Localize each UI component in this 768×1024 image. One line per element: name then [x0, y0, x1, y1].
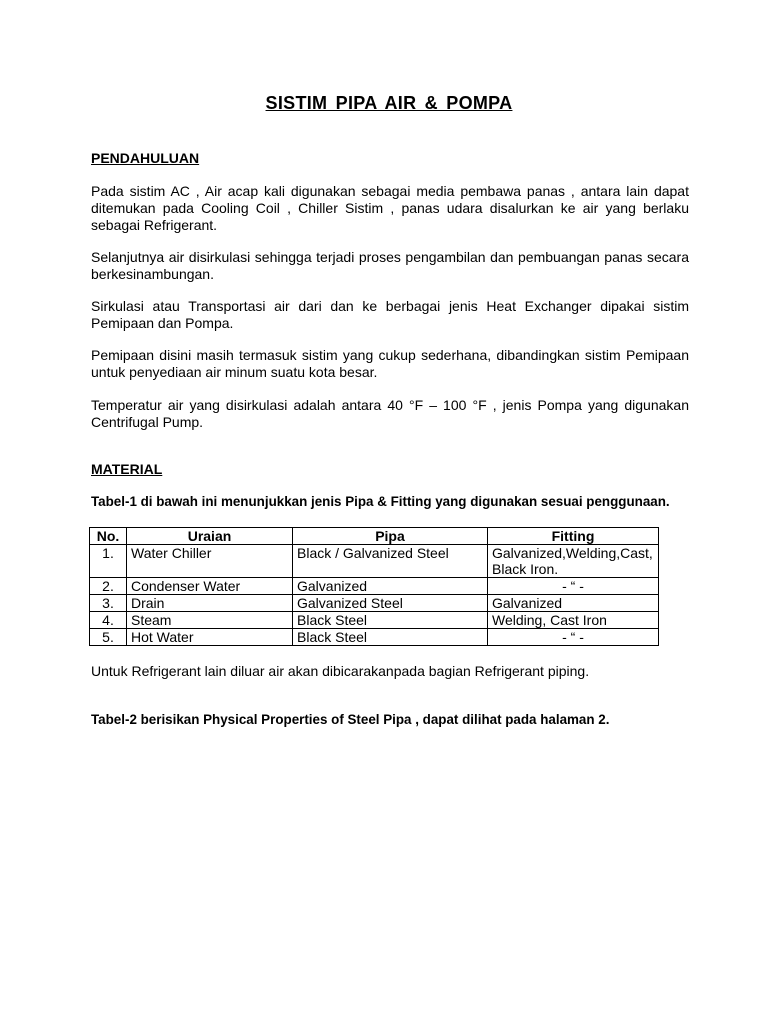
paragraph-1: Pada sistim AC , Air acap kali digunakan sebagai media pembawa panas , antara lain dapat ditemukan pada Cooling Coil , Chiller Sistim , panas udara disalurkan ke air yang berlaku sebagai Refrigerant. — [91, 183, 689, 233]
paragraph-5: Temperatur air yang disirkulasi adalah antara 40 °F – 100 °F , jenis Pompa yang digunakan Centrifugal Pump. — [91, 397, 689, 430]
table-row — [90, 629, 659, 646]
cell-fitting: Galvanized — [488, 595, 659, 612]
header-uraian: Uraian — [127, 528, 293, 545]
cell-pipa: Black Steel — [293, 612, 488, 629]
cell-fitting: - “ - — [488, 578, 659, 595]
cell-no: 5. — [90, 629, 127, 646]
table2-note: Tabel-2 berisikan Physical Properties of Steel Pipa , dapat dilihat pada halaman 2. — [91, 712, 610, 727]
table-row — [90, 595, 659, 612]
cell-uraian: Drain — [127, 595, 293, 612]
document-title: SISTIM PIPA AIR & POMPA — [265, 93, 513, 113]
cell-fitting: - “ - — [488, 629, 659, 646]
table1-caption: Tabel-1 di bawah ini menunjukkan jenis Pipa & Fitting yang digunakan sesuai penggunaan. — [91, 494, 670, 509]
section-heading-pendahuluan: PENDAHULUAN — [91, 150, 200, 166]
cell-uraian: Hot Water — [127, 629, 293, 646]
cell-pipa: Black Steel — [293, 629, 488, 646]
section-heading-material: MATERIAL — [91, 461, 163, 477]
refrigerant-note: Untuk Refrigerant lain diluar air akan dibicarakanpada bagian Refrigerant piping. — [91, 663, 590, 679]
paragraph-4: Pemipaan disini masih termasuk sistim yang cukup sederhana, dibandingkan sistim Pemipaan untuk penyediaan air minum suatu kota besar. — [91, 347, 689, 380]
cell-no: 2. — [90, 578, 127, 595]
header-no: No. — [90, 528, 127, 545]
cell-fitting: Galvanized,Welding,Cast, Black Iron. — [488, 545, 659, 578]
paragraph-3: Sirkulasi atau Transportasi air dari dan ke berbagai jenis Heat Exchanger dipakai sistim Pemipaan dan Pompa. — [91, 298, 689, 331]
table-row — [90, 578, 659, 595]
cell-uraian: Steam — [127, 612, 293, 629]
cell-no: 1. — [90, 545, 127, 578]
cell-pipa: Galvanized — [293, 578, 488, 595]
header-pipa: Pipa — [293, 528, 488, 545]
cell-pipa: Galvanized Steel — [293, 595, 488, 612]
cell-uraian: Water Chiller — [127, 545, 293, 578]
header-fitting: Fitting — [488, 528, 659, 545]
cell-no: 3. — [90, 595, 127, 612]
cell-fitting: Welding, Cast Iron — [488, 612, 659, 629]
material-table — [89, 527, 659, 646]
cell-uraian: Condenser Water — [127, 578, 293, 595]
table-row — [90, 612, 659, 629]
cell-no: 4. — [90, 612, 127, 629]
table-row — [90, 545, 659, 578]
paragraph-2: Selanjutnya air disirkulasi sehingga terjadi proses pengambilan dan pembuangan panas secara berkesinambungan. — [91, 249, 689, 282]
table-header-row — [90, 528, 659, 545]
cell-pipa: Black / Galvanized Steel — [293, 545, 488, 578]
